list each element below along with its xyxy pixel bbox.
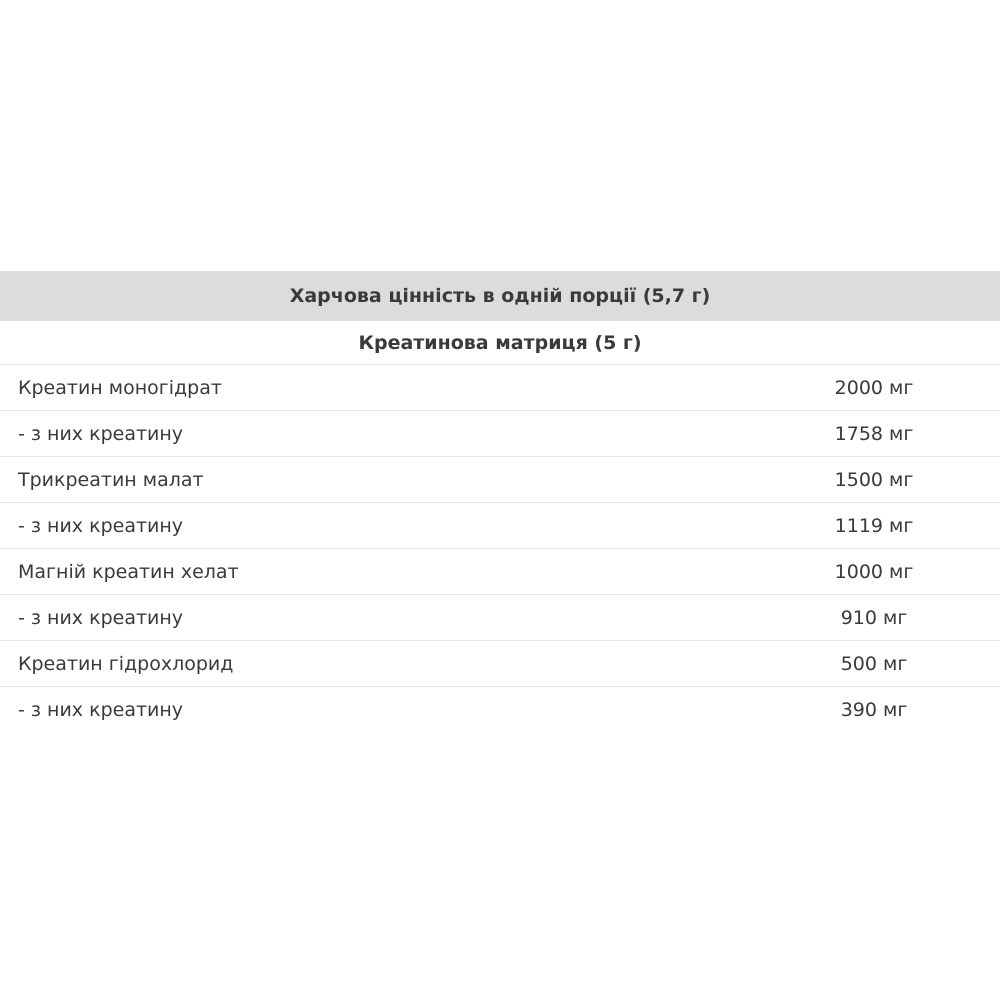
- ingredient-amount: 1119 мг: [834, 514, 914, 537]
- table-row: [0, 365, 1000, 411]
- ingredient-name: - з них креатину: [18, 698, 184, 721]
- table-row: [0, 641, 1000, 687]
- ingredient-name: Креатин моногідрат: [18, 376, 222, 399]
- ingredient-name: Креатин гідрохлорид: [18, 652, 234, 675]
- ingredient-amount: 1000 мг: [834, 560, 914, 583]
- table-row: [0, 549, 1000, 595]
- ingredient-name: Трикреатин малат: [18, 468, 204, 491]
- ingredient-amount: 390 мг: [840, 698, 908, 721]
- table-row: [0, 457, 1000, 503]
- table-row: [0, 503, 1000, 549]
- ingredient-name: Магній креатин хелат: [18, 560, 239, 583]
- ingredient-amount: 2000 мг: [834, 376, 914, 399]
- ingredient-amount: 500 мг: [840, 652, 908, 675]
- ingredient-name: - з них креатину: [18, 606, 184, 629]
- table-row: [0, 595, 1000, 641]
- ingredient-amount: 910 мг: [840, 606, 908, 629]
- table-title: Харчова цінність в одній порції (5,7 г): [0, 271, 1000, 321]
- table-row: [0, 687, 1000, 732]
- table-row: [0, 411, 1000, 457]
- ingredient-name: - з них креатину: [18, 514, 184, 537]
- ingredient-amount: 1500 мг: [834, 468, 914, 491]
- ingredient-name: - з них креатину: [18, 422, 184, 445]
- section-title: Креатинова матриця (5 г): [0, 321, 1000, 365]
- nutrition-table: [0, 271, 1000, 732]
- ingredient-amount: 1758 мг: [834, 422, 914, 445]
